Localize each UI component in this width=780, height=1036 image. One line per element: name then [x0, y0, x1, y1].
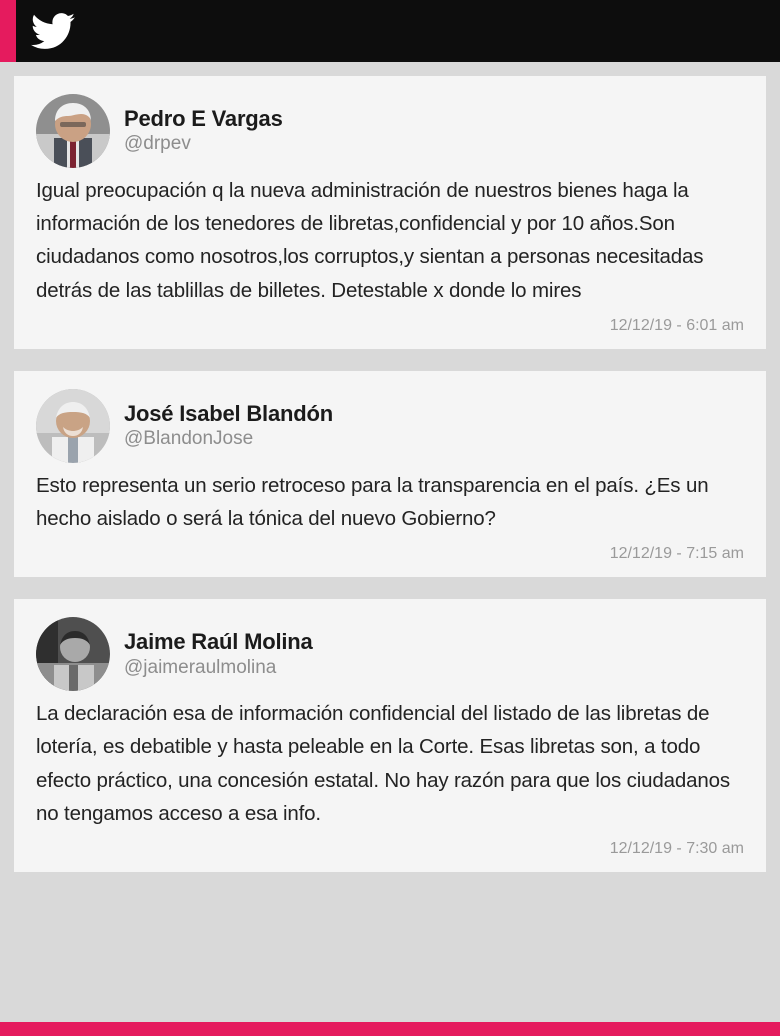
handle[interactable]: @jaimeraulmolina	[124, 656, 277, 678]
handle[interactable]: @drpev	[124, 133, 191, 155]
tweet-author	[124, 628, 313, 680]
tweet-card[interactable]	[14, 371, 766, 577]
tweet-feed	[0, 62, 780, 872]
display-name: José Isabel Blandón	[124, 400, 333, 426]
tweet-author	[124, 400, 333, 452]
app-header	[0, 0, 780, 62]
header-accent-bar	[0, 0, 16, 62]
tweet-header	[36, 617, 744, 691]
tweet-card[interactable]	[14, 599, 766, 872]
tweet-text: Igual preocupación q la nueva administración de nuestros bienes haga la información de los tenedores de libretas,confidencial y por 10 años.Son ciudadanos como nosotros,los corruptos,y sientan a personas necesitadas detrás de las tablillas de billetes. Detestable x donde lo mires	[36, 179, 704, 302]
display-name: Jaime Raúl Molina	[124, 629, 313, 655]
tweet-timestamp: 12/12/19 - 6:01 am	[609, 316, 744, 334]
twitter-bird-icon	[30, 8, 76, 54]
tweet-timestamp: 12/12/19 - 7:30 am	[609, 840, 744, 858]
tweet-author	[124, 105, 283, 157]
tweet-card[interactable]	[14, 76, 766, 349]
display-name: Pedro E Vargas	[124, 105, 283, 131]
footer-accent-bar	[0, 1022, 780, 1036]
tweet-header	[36, 389, 744, 463]
avatar	[36, 617, 110, 691]
handle[interactable]: @BlandonJose	[124, 428, 254, 450]
avatar	[36, 94, 110, 168]
tweet-text: La declaración esa de información confidencial del listado de las libretas de lotería, es debatible y hasta peleable en la Corte. Esas libretas son, a todo efecto práctico, una concesión estatal. No hay razón para que los ciudadanos no tengamos acceso a esa info.	[36, 702, 731, 825]
tweet-header	[36, 94, 744, 168]
tweet-text: Esto representa un serio retroceso para la transparencia en el país. ¿Es un hecho aislado o será la tónica del nuevo Gobierno?	[36, 473, 709, 531]
tweet-timestamp: 12/12/19 - 7:15 am	[609, 545, 744, 563]
avatar	[36, 389, 110, 463]
